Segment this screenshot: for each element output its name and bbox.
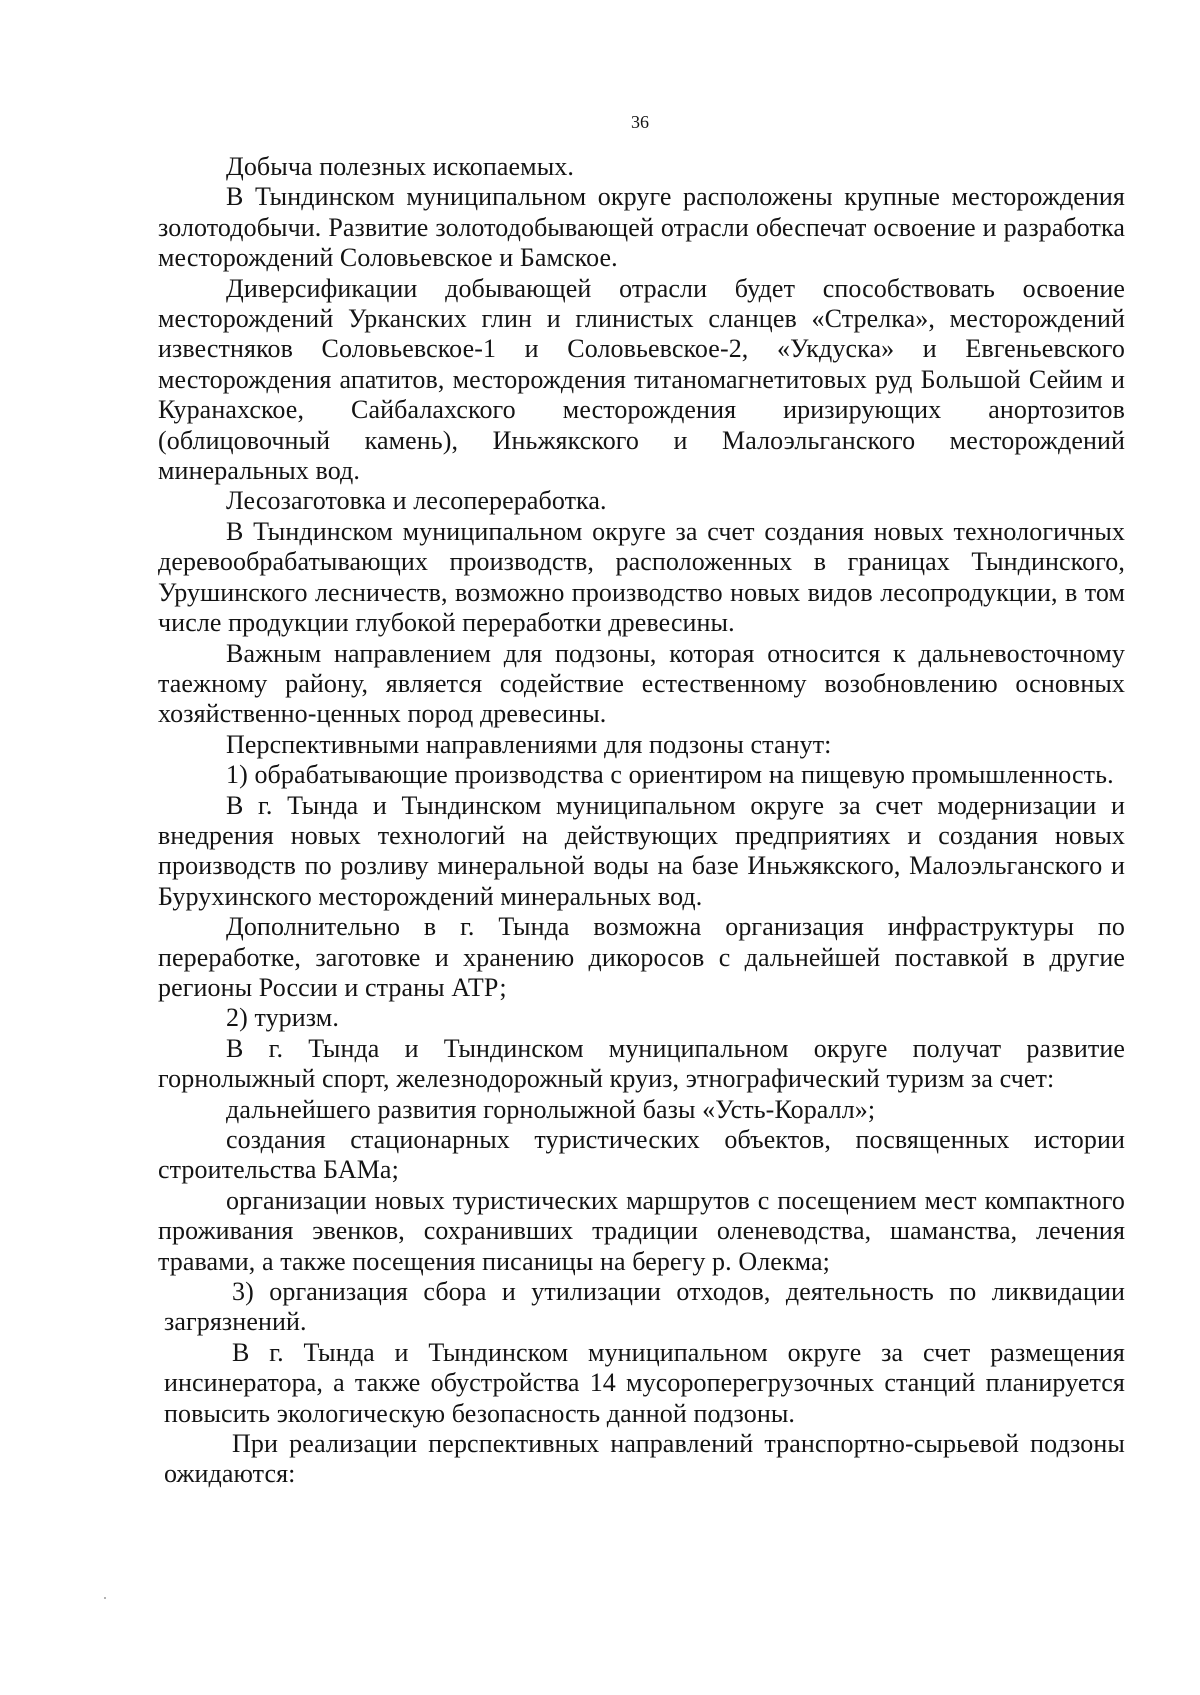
paragraph-bam-objects: создания стационарных туристических объектов, посвященных истории строительства БАМа; [158, 1125, 1125, 1185]
paragraph-diversification: Диверсификации добывающей отрасли будет способствовать освоение месторождений Урканских глин и глинистых сланцев «Стрелка», месторождений известняков Соловьевское-1 и Соловьевское-2, «Укдуска» и Евгеньевского месторождения апатитов, месторождения титаномагнетитовых руд Большой Сейим и Куранахское, Сайбалахского месторождения иризирующих анортозитов (облицовочный камень), Иньжякского и Малоэльганского месторождений минеральных вод. [158, 273, 1125, 486]
paragraph-gold-deposits: В Тындинском муниципальном округе расположены крупные месторождения золотодобычи. Развитие золотодобывающей отрасли обеспечат освоение и разработка месторождений Соловьевское и Бамское. [158, 182, 1125, 273]
paragraph-ski-base: дальнейшего развития горнолыжной базы «Усть-Коралл»; [226, 1094, 876, 1124]
paragraph-prospects-intro: Перспективными направлениями для подзоны станут: [226, 729, 832, 759]
scan-speck [104, 1597, 106, 1599]
paragraph-incinerator: В г. Тында и Тындинском муниципальном округе за счет размещения инсинератора, а также обустройства 14 мусороперегрузочных станций планируется повысить экологическую безопасность данной подзоны. [164, 1337, 1125, 1428]
paragraph-tourism-development: В г. Тында и Тындинском муниципальном округе получат развитие горнолыжный спорт, железнодорожный круиз, этнографический туризм за счет: [158, 1033, 1125, 1094]
paragraph-expectations: При реализации перспективных направлений транспортно-сырьевой подзоны ожидаются: [164, 1429, 1125, 1489]
page-number: 36 [631, 112, 649, 132]
paragraph-forest-renewal: Важным направлением для подзоны, которая относится к дальневосточному таежному району, является содействие естественному возобновлению основных хозяйственно-ценных пород древесины. [158, 638, 1125, 729]
paragraph-mineral-water: В г. Тында и Тындинском муниципальном округе за счет модернизации и внедрения новых технологий на действующих предприятиях и создания новых производств по розливу минеральной воды на базе Иньжякского, Малоэльганского и Бурухинского месторождений минеральных вод. [158, 790, 1125, 911]
paragraph-item-waste: 3) организация сбора и утилизации отходов, деятельность по ликвидации загрязнений. [164, 1277, 1125, 1337]
paragraph-forestry-heading: Лесозаготовка и лесопереработка. [226, 486, 607, 516]
paragraph-wood-processing: В Тындинском муниципальном округе за счет создания новых технологичных деревообрабатывающих производств, расположенных в границах Тындинского, Урушинского лесничеств, возможно производство новых видов лесопродукции, в том числе продукции глубокой переработки древесины. [158, 516, 1125, 638]
paragraph-routes: организации новых туристических маршрутов с посещением мест компактного проживания эвенков, сохранивших традиции оленеводства, шаманства, лечения травами, а также посещения писаницы на берегу р. Олекма; [158, 1185, 1125, 1276]
paragraph-mining-heading: Добыча полезных ископаемых. [226, 152, 574, 181]
document-body [158, 152, 1125, 1490]
paragraph-wild-plants: Дополнительно в г. Тында возможна организация инфраструктуры по переработке, заготовке и хранению дикоросов с дальнейшей поставкой в другие регионы России и страны АТР; [158, 912, 1125, 1002]
paragraph-item-tourism: 2) туризм. [226, 1003, 339, 1033]
paragraph-item-manufacturing: 1) обрабатывающие производства с ориентиром на пищевую промышленность. [226, 760, 1114, 790]
